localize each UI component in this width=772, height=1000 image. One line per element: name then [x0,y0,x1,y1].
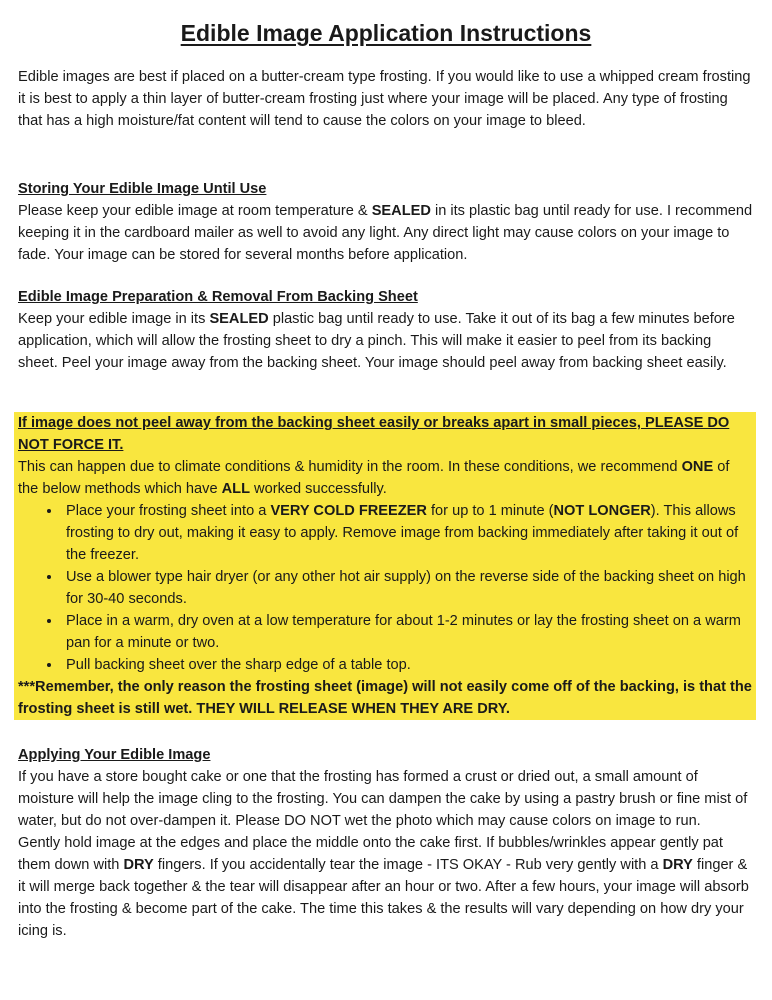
methods-list [18,500,752,676]
storing-heading: Storing Your Edible Image Until Use [18,181,267,197]
intro-paragraph: Edible images are best if placed on a butter-cream type frosting. If you would like to use a whipped cream frosting it is best to apply a thin layer of butter-cream frosting just where your image will be placed. Any type of frosting that has a high moisture/fat content will tend to cause the colors on your image to bleed. [18,69,751,129]
method-hair-dryer: • Use a blower type hair dryer (or any other hot air supply) on the reverse side of the backing sheet on high for 30-40 seconds. [62,566,752,610]
remember-note: ***Remember, the only reason the frosting sheet (image) will not easily come off of the backing, is that the frosting sheet is still wet. THEY WILL RELEASE WHEN THEY ARE DRY. [18,679,752,717]
storing-section [18,178,754,266]
storing-text: Please keep your edible image at room temperature & SEALED in its plastic bag until ready for use. I recommend keeping it in the cardboard mailer as well to avoid any light. Any direct light may cause colors on your image to fade. Your image can be stored for several months before application. [18,203,753,263]
applying-heading: Applying Your Edible Image [18,747,211,763]
page-title: Edible Image Application Instructions [180,20,592,46]
preparation-heading: Edible Image Preparation & Removal From Backing Sheet [18,289,418,305]
warning-intro: This can happen due to climate conditions & humidity in the room. In these conditions, we recommend ONE of the below methods which have ALL worked successfully. [18,459,730,497]
warning-highlight-section [14,412,756,720]
preparation-section [18,286,754,374]
applying-text-2: Gently hold image at the edges and place the middle onto the cake first. If bubbles/wrinkles appear gently pat them down with DRY fingers. If you accidentally tear the image - ITS OKAY - Rub very gently with a DRY finger & it will merge back together & the tear will disappear after an hour or two. After a few hours, your image will absorb into the frosting & become part of the cake. The time this takes & the results will vary depending on how dry your icing is. [18,835,749,939]
warning-heading: If image does not peel away from the backing sheet easily or breaks apart in small pieces, PLEASE DO NOT FORCE IT. [18,415,730,453]
method-table-edge: • Pull backing sheet over the sharp edge of a table top. [62,654,752,676]
applying-text-1: If you have a store bought cake or one that the frosting has formed a crust or dried out, a small amount of moisture will help the image cling to the frosting. You can dampen the cake by using a pastry brush or fine mist of water, but do not over-dampen it. Please DO NOT wet the photo which may cause colors on image to run. [18,769,748,829]
preparation-text: Keep your edible image in its SEALED plastic bag until ready to use. Take it out of its bag a few minutes before application, which will allow the frosting sheet to dry a pinch. This will make it easier to peel from its backing sheet. Peel your image away from the backing sheet. Your image should peel away from backing sheet easily. [18,311,735,371]
method-oven: • Place in a warm, dry oven at a low temperature for about 1-2 minutes or lay the frosting sheet on a warm pan for a minute or two. [62,610,752,654]
method-freezer: • Place your frosting sheet into a VERY COLD FREEZER for up to 1 minute (NOT LONGER). This allows frosting to dry out, making it easy to apply. Remove image from backing immediately after taking it out of the freezer. [62,500,752,566]
applying-section [18,744,754,942]
